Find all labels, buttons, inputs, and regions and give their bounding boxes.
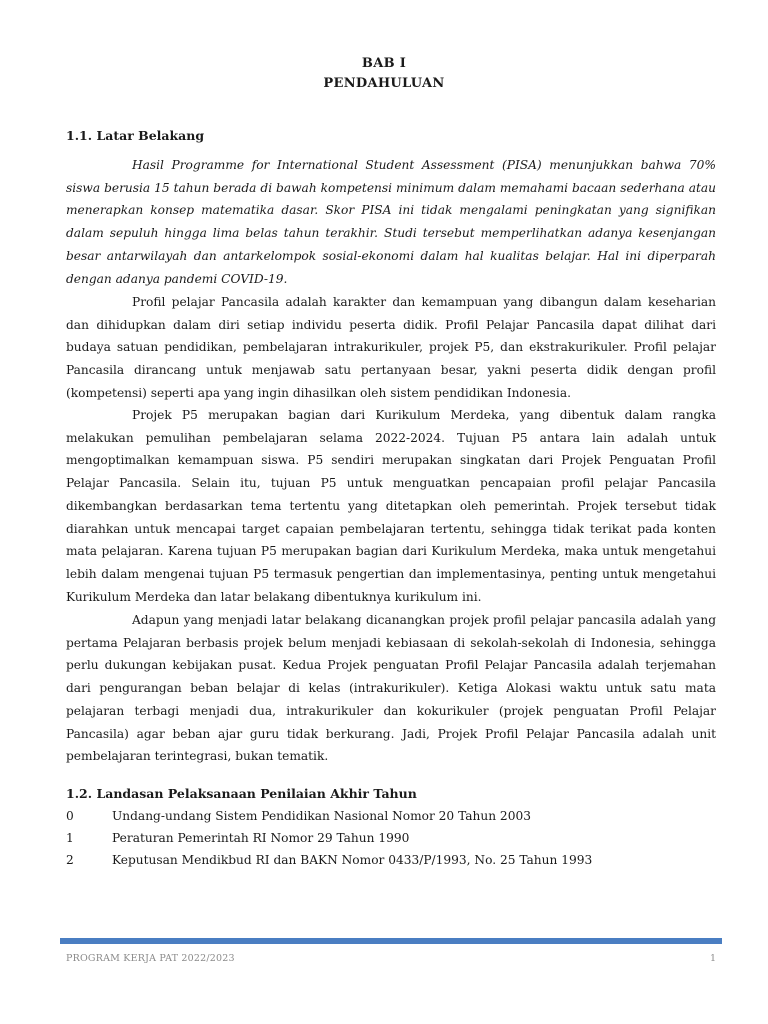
section-heading-landasan: 1.2. Landasan Pelaksanaan Penilaian Akhir Tahun <box>66 786 417 801</box>
footer-document-title: PROGRAM KERJA PAT 2022/2023 <box>66 953 235 964</box>
list-item-text: Undang-undang Sistem Pendidikan Nasional Nomor 20 Tahun 2003 <box>112 809 531 823</box>
list-item-text: Peraturan Pemerintah RI Nomor 29 Tahun 1990 <box>112 831 410 845</box>
list-item-number: 0 <box>66 809 74 823</box>
chapter-number: BAB I <box>361 56 407 71</box>
paragraph-projek-p5: Projek P5 merupakan bagian dari Kurikulum Merdeka, yang dibentuk dalam rangka melakukan pemulihan pembelajaran selama 2022-2024. Tujuan P5 antara lain adalah untuk mengoptimalkan kemampuan siswa. P5 sendiri merupakan singkatan dari Projek Penguatan Profil Pelajar Pancasila. Selain itu, tujuan P5 untuk menguatkan pencapaian profil pelajar Pancasila dikembangkan berdasarkan tema tertentu yang ditetapkan oleh pemerintah. Projek tersebut tidak diarahkan untuk mencapai target capaian pembelajaran tertentu, sehingga tidak terikat pada konten mata pelajaran. Karena tujuan P5 merupakan bagian dari Kurikulum Merdeka, maka untuk mengetahui lebih dalam mengenai tujuan P5 termasuk pengertian dan implementasinya, penting untuk mengetahui Kurikulum Merdeka dan latar belakang dibentuknya kurikulum ini. <box>66 408 716 604</box>
list-item-text: Keputusan Mendikbud RI dan BAKN Nomor 0433/P/1993, No. 25 Tahun 1993 <box>112 853 593 867</box>
paragraph-profil-pelajar: Profil pelajar Pancasila adalah karakter dan kemampuan yang dibangun dalam keseharian dan dihidupkan dalam diri setiap individu peserta didik. Profil Pelajar Pancasila dapat dilihat dari budaya satuan pendidikan, pembelajaran intrakurikuler, projek P5, dan ekstrakurikuler. Profil pelajar Pancasila dirancang untuk menjawab satu pertanyaan besar, yakni peserta didik dengan profil (kompetensi) seperti apa yang ingin dihasilkan oleh sistem pendidikan Indonesia. <box>66 295 716 400</box>
list-item-number: 1 <box>66 831 74 845</box>
paragraph-pisa: Hasil Programme for International Student Assessment (PISA) menunjukkan bahwa 70% siswa berusia 15 tahun berada di bawah kompetensi minimum dalam memahami bacaan sederhana atau menerapkan konsep matematika dasar. Skor PISA ini tidak mengalami peningkatan yang signifikan dalam sepuluh hingga lima belas tahun terakhir. Studi tersebut memperlihatkan adanya kesenjangan besar antarwilayah dan antarkelompok sosial-ekonomi dalam hal kualitas belajar. Hal ini diperparah dengan adanya pandemi COVID-19. <box>66 158 716 286</box>
footer-page-number: 1 <box>709 953 716 964</box>
paragraph-latar-belakang-projek: Adapun yang menjadi latar belakang dicanangkan projek profil pelajar pancasila adalah yang pertama Pelajaran berbasis projek belum menjadi kebiasaan di sekolah-sekolah di Indonesia, sehingga perlu dukungan kebijakan pusat. Kedua Projek penguatan Profil Pelajar Pancasila adalah terjemahan dari pengurangan beban belajar di kelas (intrakurikuler). Ketiga Alokasi waktu untuk satu mata pelajaran terbagi menjadi dua, intrakurikuler dan kokurikuler (projek penguatan Profil Pelajar Pancasila) agar beban ajar guru tidak berkurang. Jadi, Projek Profil Pelajar Pancasila adalah unit pembelajaran terintegrasi, bukan tematik. <box>66 613 716 764</box>
list-item-number: 2 <box>66 853 74 867</box>
section-heading-latar-belakang: 1.1. Latar Belakang <box>66 128 205 143</box>
chapter-title: PENDAHULUAN <box>323 76 445 91</box>
footer-divider-bar <box>60 938 722 944</box>
